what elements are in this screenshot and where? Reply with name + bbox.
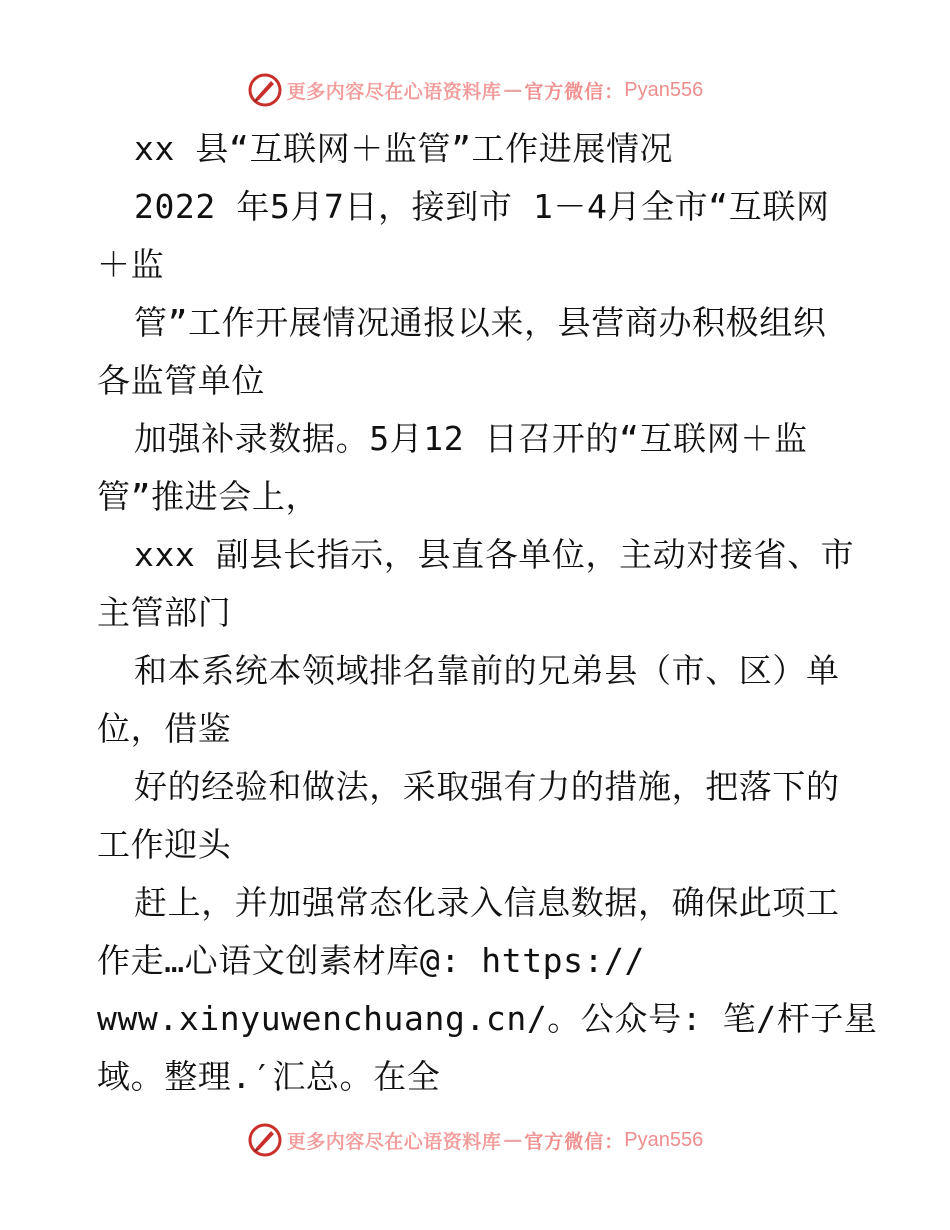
quill-pen-logo-icon bbox=[247, 72, 283, 108]
watermark-wechat-id: Pyan556 bbox=[624, 1128, 704, 1151]
paragraph-line: xxx 副县长指示，县直各单位，主动对接省、市 bbox=[134, 535, 855, 574]
paragraph-line: 工作迎头 bbox=[97, 825, 232, 864]
document-body bbox=[97, 120, 878, 1106]
paragraph-line: 加强补录数据。5月12 日召开的“互联网＋监 bbox=[134, 419, 808, 458]
document-title: xx 县“互联网＋监管”工作进展情况 bbox=[134, 129, 674, 168]
watermark-dash: — bbox=[503, 79, 523, 101]
watermark-header bbox=[0, 70, 950, 110]
paragraph-line: 作走…心语文创素材库@: https:// bbox=[97, 941, 646, 980]
watermark-dash: — bbox=[503, 1129, 523, 1151]
paragraph-line: ＋监 bbox=[97, 245, 165, 284]
paragraph-line: 和本系统本领域排名靠前的兄弟县（市、区）单 bbox=[134, 651, 840, 690]
paragraph-line: 主管部门 bbox=[97, 593, 232, 632]
paragraph-line: 域。整理.′汇总。在全 bbox=[97, 1057, 441, 1096]
watermark-official-label: 官方微信： bbox=[524, 1130, 625, 1153]
watermark-main-text: 更多内容尽在心语资料库 bbox=[286, 1130, 502, 1153]
paragraph-line: www.xinyuwenchuang.cn/。公众号: 笔/杆子星 bbox=[97, 999, 878, 1038]
paragraph-line: 各监管单位 bbox=[97, 361, 265, 400]
watermark-main-text: 更多内容尽在心语资料库 bbox=[286, 80, 502, 103]
paragraph-line: 位，借鉴 bbox=[97, 709, 232, 748]
quill-pen-logo-icon bbox=[247, 1122, 283, 1158]
paragraph-line: 好的经验和做法，采取强有力的措施，把落下的 bbox=[134, 767, 840, 806]
paragraph-line: 管”推进会上， bbox=[97, 477, 320, 516]
watermark-footer bbox=[0, 1120, 950, 1160]
paragraph-line: 2022 年5月7日，接到市 1－4月全市“互联网 bbox=[134, 187, 830, 226]
watermark-wechat-id: Pyan556 bbox=[624, 78, 704, 101]
watermark-official-label: 官方微信： bbox=[524, 80, 625, 103]
paragraph-line: 管”工作开展情况通报以来，县营商办积极组织 bbox=[134, 303, 827, 342]
paragraph-line: 赶上，并加强常态化录入信息数据，确保此项工 bbox=[134, 883, 840, 922]
